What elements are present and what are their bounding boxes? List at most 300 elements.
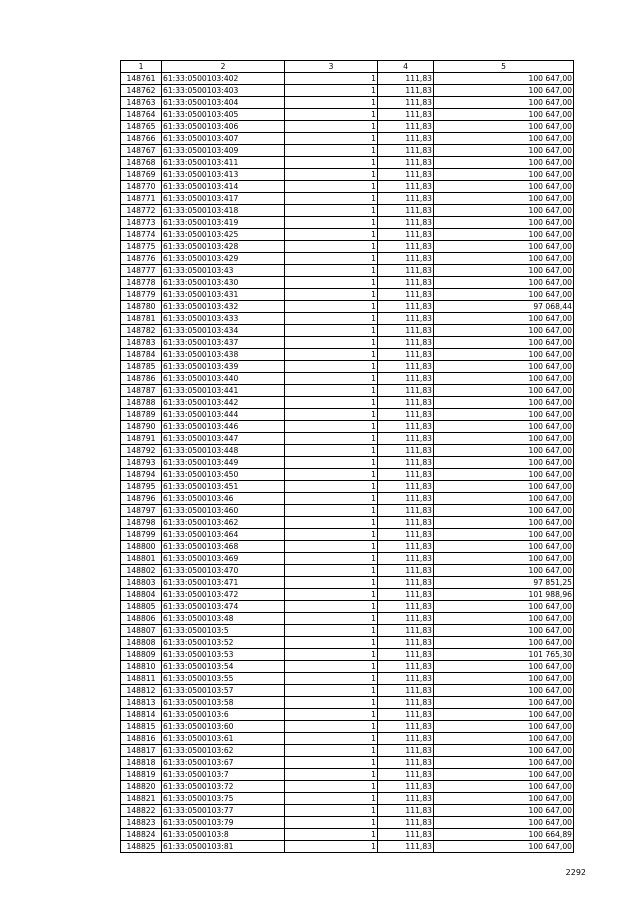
area-cell: 111,83 [378, 529, 434, 541]
area-cell: 111,83 [378, 565, 434, 577]
count-cell: 1 [285, 529, 378, 541]
value-cell: 100 647,00 [434, 529, 574, 541]
value-cell: 100 647,00 [434, 409, 574, 421]
row-number: 148780 [121, 301, 162, 313]
row-number: 148785 [121, 361, 162, 373]
count-cell: 1 [285, 205, 378, 217]
area-cell: 111,83 [378, 685, 434, 697]
area-cell: 111,83 [378, 805, 434, 817]
table-row [121, 385, 574, 397]
table-row [121, 301, 574, 313]
cadastral-number: 61:33:0500103:411 [162, 157, 285, 169]
value-cell: 100 647,00 [434, 73, 574, 85]
table-row [121, 73, 574, 85]
table-row [121, 313, 574, 325]
row-number: 148762 [121, 85, 162, 97]
area-cell: 111,83 [378, 385, 434, 397]
value-cell: 100 647,00 [434, 637, 574, 649]
count-cell: 1 [285, 277, 378, 289]
count-cell: 1 [285, 181, 378, 193]
row-number: 148790 [121, 421, 162, 433]
value-cell: 100 647,00 [434, 121, 574, 133]
area-cell: 111,83 [378, 337, 434, 349]
count-cell: 1 [285, 817, 378, 829]
count-cell: 1 [285, 169, 378, 181]
cadastral-number: 61:33:0500103:451 [162, 481, 285, 493]
table-row [121, 805, 574, 817]
row-number: 148796 [121, 493, 162, 505]
count-cell: 1 [285, 793, 378, 805]
area-cell: 111,83 [378, 457, 434, 469]
count-cell: 1 [285, 85, 378, 97]
table-row [121, 241, 574, 253]
area-cell: 111,83 [378, 97, 434, 109]
area-cell: 111,83 [378, 157, 434, 169]
area-cell: 111,83 [378, 265, 434, 277]
row-number: 148787 [121, 385, 162, 397]
table-row [121, 517, 574, 529]
count-cell: 1 [285, 349, 378, 361]
table-row [121, 349, 574, 361]
table-row [121, 205, 574, 217]
cadastral-number: 61:33:0500103:57 [162, 685, 285, 697]
table-row [121, 445, 574, 457]
area-cell: 111,83 [378, 85, 434, 97]
cadastral-number: 61:33:0500103:464 [162, 529, 285, 541]
value-cell: 100 647,00 [434, 373, 574, 385]
value-cell: 100 647,00 [434, 673, 574, 685]
cadastral-number: 61:33:0500103:471 [162, 577, 285, 589]
value-cell: 100 647,00 [434, 133, 574, 145]
cadastral-number: 61:33:0500103:460 [162, 505, 285, 517]
row-number: 148814 [121, 709, 162, 721]
value-cell: 100 647,00 [434, 505, 574, 517]
count-cell: 1 [285, 121, 378, 133]
area-cell: 111,83 [378, 817, 434, 829]
value-cell: 100 647,00 [434, 217, 574, 229]
table-row [121, 541, 574, 553]
count-cell: 1 [285, 697, 378, 709]
area-cell: 111,83 [378, 769, 434, 781]
area-cell: 111,83 [378, 313, 434, 325]
table-row [121, 325, 574, 337]
value-cell: 100 647,00 [434, 817, 574, 829]
row-number: 148823 [121, 817, 162, 829]
table-row [121, 265, 574, 277]
area-cell: 111,83 [378, 193, 434, 205]
table-row [121, 817, 574, 829]
row-number: 148769 [121, 169, 162, 181]
row-number: 148809 [121, 649, 162, 661]
value-cell: 100 647,00 [434, 781, 574, 793]
area-cell: 111,83 [378, 421, 434, 433]
cadastral-number: 61:33:0500103:439 [162, 361, 285, 373]
table-row [121, 85, 574, 97]
row-number: 148788 [121, 397, 162, 409]
count-cell: 1 [285, 565, 378, 577]
row-number: 148773 [121, 217, 162, 229]
value-cell: 100 664,89 [434, 829, 574, 841]
table-row [121, 733, 574, 745]
cadastral-number: 61:33:0500103:67 [162, 757, 285, 769]
table-row [121, 409, 574, 421]
cadastral-number: 61:33:0500103:61 [162, 733, 285, 745]
count-cell: 1 [285, 373, 378, 385]
table-row [121, 685, 574, 697]
value-cell: 101 765,30 [434, 649, 574, 661]
row-number: 148761 [121, 73, 162, 85]
cadastral-number: 61:33:0500103:468 [162, 541, 285, 553]
count-cell: 1 [285, 625, 378, 637]
count-cell: 1 [285, 841, 378, 853]
table-row [121, 277, 574, 289]
cadastral-number: 61:33:0500103:52 [162, 637, 285, 649]
area-cell: 111,83 [378, 493, 434, 505]
row-number: 148813 [121, 697, 162, 709]
row-number: 148782 [121, 325, 162, 337]
cadastral-number: 61:33:0500103:60 [162, 721, 285, 733]
area-cell: 111,83 [378, 181, 434, 193]
value-cell: 100 647,00 [434, 625, 574, 637]
area-cell: 111,83 [378, 757, 434, 769]
value-cell: 100 647,00 [434, 733, 574, 745]
registry-table [120, 60, 574, 853]
cadastral-number: 61:33:0500103:429 [162, 253, 285, 265]
area-cell: 111,83 [378, 301, 434, 313]
area-cell: 111,83 [378, 637, 434, 649]
table-row [121, 337, 574, 349]
table-row [121, 145, 574, 157]
area-cell: 111,83 [378, 217, 434, 229]
cadastral-number: 61:33:0500103:432 [162, 301, 285, 313]
table-row [121, 193, 574, 205]
area-cell: 111,83 [378, 325, 434, 337]
row-number: 148803 [121, 577, 162, 589]
value-cell: 100 647,00 [434, 361, 574, 373]
column-header-2: 2 [162, 61, 285, 73]
value-cell: 100 647,00 [434, 421, 574, 433]
table-row [121, 469, 574, 481]
cadastral-number: 61:33:0500103:8 [162, 829, 285, 841]
cadastral-number: 61:33:0500103:413 [162, 169, 285, 181]
count-cell: 1 [285, 589, 378, 601]
cadastral-number: 61:33:0500103:437 [162, 337, 285, 349]
table-row [121, 649, 574, 661]
count-cell: 1 [285, 241, 378, 253]
area-cell: 111,83 [378, 109, 434, 121]
count-cell: 1 [285, 337, 378, 349]
value-cell: 100 647,00 [434, 385, 574, 397]
row-number: 148811 [121, 673, 162, 685]
count-cell: 1 [285, 301, 378, 313]
cadastral-number: 61:33:0500103:418 [162, 205, 285, 217]
value-cell: 100 647,00 [434, 313, 574, 325]
table-row [121, 673, 574, 685]
value-cell: 100 647,00 [434, 697, 574, 709]
row-number: 148799 [121, 529, 162, 541]
table-row [121, 253, 574, 265]
cadastral-number: 61:33:0500103:55 [162, 673, 285, 685]
row-number: 148784 [121, 349, 162, 361]
area-cell: 111,83 [378, 613, 434, 625]
table-row [121, 361, 574, 373]
count-cell: 1 [285, 553, 378, 565]
row-number: 148767 [121, 145, 162, 157]
row-number: 148768 [121, 157, 162, 169]
row-number: 148804 [121, 589, 162, 601]
count-cell: 1 [285, 397, 378, 409]
table-row [121, 625, 574, 637]
value-cell: 100 647,00 [434, 493, 574, 505]
table-row [121, 133, 574, 145]
cadastral-number: 61:33:0500103:462 [162, 517, 285, 529]
value-cell: 101 988,96 [434, 589, 574, 601]
table-row [121, 757, 574, 769]
value-cell: 100 647,00 [434, 685, 574, 697]
row-number: 148783 [121, 337, 162, 349]
value-cell: 100 647,00 [434, 349, 574, 361]
cadastral-number: 61:33:0500103:75 [162, 793, 285, 805]
value-cell: 100 647,00 [434, 457, 574, 469]
cadastral-number: 61:33:0500103:431 [162, 289, 285, 301]
row-number: 148822 [121, 805, 162, 817]
table-row [121, 229, 574, 241]
row-number: 148812 [121, 685, 162, 697]
area-cell: 111,83 [378, 133, 434, 145]
cadastral-number: 61:33:0500103:450 [162, 469, 285, 481]
area-cell: 111,83 [378, 577, 434, 589]
count-cell: 1 [285, 409, 378, 421]
column-header-1: 1 [121, 61, 162, 73]
cadastral-number: 61:33:0500103:43 [162, 265, 285, 277]
table-row [121, 841, 574, 853]
table-row [121, 505, 574, 517]
area-cell: 111,83 [378, 433, 434, 445]
row-number: 148800 [121, 541, 162, 553]
table-row [121, 373, 574, 385]
cadastral-number: 61:33:0500103:441 [162, 385, 285, 397]
value-cell: 100 647,00 [434, 145, 574, 157]
count-cell: 1 [285, 157, 378, 169]
area-cell: 111,83 [378, 625, 434, 637]
value-cell: 100 647,00 [434, 205, 574, 217]
count-cell: 1 [285, 649, 378, 661]
value-cell: 100 647,00 [434, 337, 574, 349]
cadastral-number: 61:33:0500103:53 [162, 649, 285, 661]
value-cell: 100 647,00 [434, 397, 574, 409]
row-number: 148791 [121, 433, 162, 445]
cadastral-number: 61:33:0500103:404 [162, 97, 285, 109]
area-cell: 111,83 [378, 661, 434, 673]
area-cell: 111,83 [378, 397, 434, 409]
table-row [121, 97, 574, 109]
count-cell: 1 [285, 601, 378, 613]
count-cell: 1 [285, 613, 378, 625]
row-number: 148820 [121, 781, 162, 793]
count-cell: 1 [285, 433, 378, 445]
row-number: 148808 [121, 637, 162, 649]
count-cell: 1 [285, 73, 378, 85]
row-number: 148795 [121, 481, 162, 493]
cadastral-number: 61:33:0500103:472 [162, 589, 285, 601]
cadastral-number: 61:33:0500103:407 [162, 133, 285, 145]
value-cell: 100 647,00 [434, 805, 574, 817]
cadastral-number: 61:33:0500103:7 [162, 769, 285, 781]
table-row [121, 613, 574, 625]
cadastral-number: 61:33:0500103:48 [162, 613, 285, 625]
row-number: 148793 [121, 457, 162, 469]
area-cell: 111,83 [378, 673, 434, 685]
area-cell: 111,83 [378, 409, 434, 421]
table-row [121, 781, 574, 793]
row-number: 148817 [121, 745, 162, 757]
value-cell: 100 647,00 [434, 769, 574, 781]
table-row [121, 121, 574, 133]
table-row [121, 481, 574, 493]
count-cell: 1 [285, 661, 378, 673]
area-cell: 111,83 [378, 601, 434, 613]
value-cell: 100 647,00 [434, 253, 574, 265]
value-cell: 100 647,00 [434, 469, 574, 481]
area-cell: 111,83 [378, 289, 434, 301]
value-cell: 100 647,00 [434, 565, 574, 577]
area-cell: 111,83 [378, 553, 434, 565]
value-cell: 100 647,00 [434, 289, 574, 301]
cadastral-number: 61:33:0500103:72 [162, 781, 285, 793]
cadastral-number: 61:33:0500103:405 [162, 109, 285, 121]
cadastral-number: 61:33:0500103:449 [162, 457, 285, 469]
cadastral-number: 61:33:0500103:428 [162, 241, 285, 253]
value-cell: 100 647,00 [434, 157, 574, 169]
cadastral-number: 61:33:0500103:5 [162, 625, 285, 637]
cadastral-number: 61:33:0500103:81 [162, 841, 285, 853]
count-cell: 1 [285, 493, 378, 505]
area-cell: 111,83 [378, 841, 434, 853]
cadastral-number: 61:33:0500103:448 [162, 445, 285, 457]
table-row [121, 829, 574, 841]
area-cell: 111,83 [378, 73, 434, 85]
value-cell: 100 647,00 [434, 109, 574, 121]
row-number: 148781 [121, 313, 162, 325]
count-cell: 1 [285, 313, 378, 325]
value-cell: 100 647,00 [434, 553, 574, 565]
count-cell: 1 [285, 805, 378, 817]
row-number: 148798 [121, 517, 162, 529]
cadastral-number: 61:33:0500103:414 [162, 181, 285, 193]
row-number: 148786 [121, 373, 162, 385]
cadastral-number: 61:33:0500103:79 [162, 817, 285, 829]
table-row [121, 577, 574, 589]
count-cell: 1 [285, 637, 378, 649]
count-cell: 1 [285, 97, 378, 109]
cadastral-number: 61:33:0500103:430 [162, 277, 285, 289]
row-number: 148792 [121, 445, 162, 457]
row-number: 148807 [121, 625, 162, 637]
area-cell: 111,83 [378, 373, 434, 385]
row-number: 148789 [121, 409, 162, 421]
count-cell: 1 [285, 709, 378, 721]
area-cell: 111,83 [378, 205, 434, 217]
value-cell: 100 647,00 [434, 85, 574, 97]
count-cell: 1 [285, 421, 378, 433]
cadastral-number: 61:33:0500103:46 [162, 493, 285, 505]
count-cell: 1 [285, 577, 378, 589]
row-number: 148766 [121, 133, 162, 145]
area-cell: 111,83 [378, 481, 434, 493]
count-cell: 1 [285, 109, 378, 121]
row-number: 148772 [121, 205, 162, 217]
row-number: 148779 [121, 289, 162, 301]
count-cell: 1 [285, 733, 378, 745]
cadastral-number: 61:33:0500103:444 [162, 409, 285, 421]
table-row [121, 709, 574, 721]
table-row [121, 493, 574, 505]
row-number: 148797 [121, 505, 162, 517]
value-cell: 97 068,44 [434, 301, 574, 313]
count-cell: 1 [285, 193, 378, 205]
row-number: 148763 [121, 97, 162, 109]
row-number: 148778 [121, 277, 162, 289]
row-number: 148805 [121, 601, 162, 613]
cadastral-number: 61:33:0500103:406 [162, 121, 285, 133]
area-cell: 111,83 [378, 733, 434, 745]
count-cell: 1 [285, 385, 378, 397]
column-header-4: 4 [378, 61, 434, 73]
area-cell: 111,83 [378, 709, 434, 721]
row-number: 148764 [121, 109, 162, 121]
value-cell: 100 647,00 [434, 793, 574, 805]
row-number: 148815 [121, 721, 162, 733]
cadastral-number: 61:33:0500103:54 [162, 661, 285, 673]
value-cell: 100 647,00 [434, 745, 574, 757]
table-header-row [121, 61, 574, 73]
row-number: 148794 [121, 469, 162, 481]
cadastral-number: 61:33:0500103:402 [162, 73, 285, 85]
cadastral-number: 61:33:0500103:6 [162, 709, 285, 721]
table-body [121, 73, 574, 853]
count-cell: 1 [285, 769, 378, 781]
count-cell: 1 [285, 829, 378, 841]
value-cell: 100 647,00 [434, 265, 574, 277]
row-number: 148821 [121, 793, 162, 805]
area-cell: 111,83 [378, 361, 434, 373]
value-cell: 100 647,00 [434, 481, 574, 493]
area-cell: 111,83 [378, 721, 434, 733]
cadastral-number: 61:33:0500103:58 [162, 697, 285, 709]
row-number: 148770 [121, 181, 162, 193]
value-cell: 100 647,00 [434, 445, 574, 457]
area-cell: 111,83 [378, 697, 434, 709]
table-row [121, 745, 574, 757]
cadastral-number: 61:33:0500103:419 [162, 217, 285, 229]
count-cell: 1 [285, 361, 378, 373]
cadastral-number: 61:33:0500103:469 [162, 553, 285, 565]
table-row [121, 109, 574, 121]
table-row [121, 421, 574, 433]
cadastral-number: 61:33:0500103:442 [162, 397, 285, 409]
row-number: 148818 [121, 757, 162, 769]
table-row [121, 793, 574, 805]
column-header-5: 5 [434, 61, 574, 73]
area-cell: 111,83 [378, 517, 434, 529]
table-row [121, 553, 574, 565]
value-cell: 100 647,00 [434, 841, 574, 853]
area-cell: 111,83 [378, 793, 434, 805]
count-cell: 1 [285, 469, 378, 481]
count-cell: 1 [285, 145, 378, 157]
value-cell: 100 647,00 [434, 661, 574, 673]
area-cell: 111,83 [378, 781, 434, 793]
